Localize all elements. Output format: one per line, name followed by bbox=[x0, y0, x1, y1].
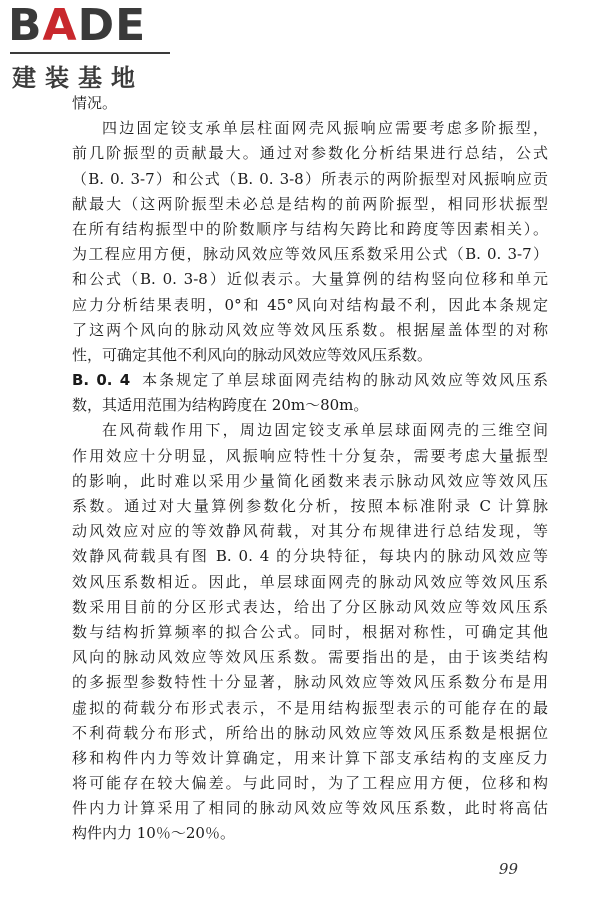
logo-divider bbox=[10, 52, 170, 54]
text-line: 的影响，此时难以采用少量简化函数来表示脉动风效应等效风压 bbox=[72, 471, 548, 490]
text-line: 的多振型参数特性十分显著，脉动风效应等效风压系数分布是用 bbox=[72, 673, 548, 692]
text-line: 和公式（B. 0. 3-8）近似表示。大量算例的结构竖向位移和单元 bbox=[72, 270, 548, 289]
text-line: 虚拟的荷载分布形式表示，不是用结构振型表示的可能存在的最 bbox=[72, 698, 548, 717]
text-line: 数采用目前的分区形式表达，给出了分区脉动风效应等效风压系 bbox=[72, 597, 548, 616]
logo-letter-a-accent: A bbox=[42, 0, 78, 51]
text-line: 情况。 bbox=[72, 94, 118, 112]
text-line: 作用效应十分明显，风振响应特性十分复杂，需要考虑大量振型 bbox=[72, 446, 548, 465]
text-line: 将可能存在较大偏差。与此同时，为了工程应用方便，位移和构 bbox=[72, 774, 548, 793]
page-number: 99 bbox=[498, 860, 518, 878]
text-line: 动风效应对应的等效静风荷载，对其分布规律进行总结发现，等 bbox=[72, 522, 548, 541]
text-line: 献最大（这两阶振型未必总是结构的前两阶振型，相同形状振型 bbox=[72, 194, 548, 213]
document-body bbox=[72, 91, 548, 847]
text-line: 数，其适用范围为结构跨度在 20m～80m。 bbox=[72, 396, 369, 415]
text-line: 前几阶振型的贡献最大。通过对参数化分析结果进行总结，公式 bbox=[72, 144, 548, 163]
text-fragment: 本条规定了单层球面网壳结构的脉动风效应等效风压系 bbox=[140, 371, 548, 390]
bade-logo bbox=[8, 0, 183, 94]
text-line: 应力分析结果表明，0°和 45°风向对结构最不利，因此本条规定 bbox=[72, 295, 548, 314]
text-line: 移和构件内力等效计算确定，用来计算下部支承结构的支座反力 bbox=[72, 748, 548, 767]
text-line: 在所有结构振型中的阶数顺序与结构矢跨比和跨度等因素相关）。 bbox=[72, 219, 548, 238]
logo-letters-de: DE bbox=[77, 0, 147, 51]
text-line: 在风荷载作用下，周边固定铰支承单层球面网壳的三维空间 bbox=[102, 421, 548, 440]
clause-number: B. 0. 4 bbox=[72, 371, 131, 390]
text-line: （B. 0. 3-7）和公式（B. 0. 3-8）所表示的两阶振型对风振响应贡 bbox=[72, 169, 548, 188]
text-line: 构件内力 10％～20％。 bbox=[72, 824, 235, 843]
text-line: 四边固定铰支承单层柱面网壳风振响应需要考虑多阶振型， bbox=[102, 119, 548, 138]
text-line: 为工程应用方便，脉动风效应等效风压系数采用公式（B. 0. 3-7） bbox=[72, 245, 548, 264]
text-line: 效风压系数相近。因此，单层球面网壳的脉动风效应等效风压系 bbox=[72, 572, 548, 591]
text-line: 系数。通过对大量算例参数化分析，按照本标准附录 C 计算脉 bbox=[72, 497, 548, 515]
text-line: 了这两个风向的脉动风效应等效风压系数。根据屋盖体型的对称 bbox=[72, 320, 548, 339]
text-line: 性，可确定其他不利风向的脉动风效应等效风压系数。 bbox=[72, 345, 433, 364]
clause-line bbox=[72, 368, 548, 393]
logo-letter-b: B bbox=[8, 0, 43, 51]
text-line: 件内力计算采用了相同的脉动风效应等效风压系数，此时将高估 bbox=[72, 799, 548, 818]
logo-wordmark bbox=[8, 0, 147, 51]
text-line: 风向的脉动风效应等效风压系数。需要指出的是，由于该类结构 bbox=[72, 648, 548, 667]
text-line: 数与结构折算频率的拟合公式。同时，根据对称性，可确定其他 bbox=[72, 622, 548, 641]
text-line: 不利荷载分布形式，所给出的脉动风效应等效风压系数是根据位 bbox=[72, 723, 548, 742]
text-line: 效静风荷载具有图 B. 0. 4 的分块特征，每块内的脉动风效应等 bbox=[72, 547, 548, 566]
logo-subtitle: 建装基地 bbox=[12, 64, 144, 92]
